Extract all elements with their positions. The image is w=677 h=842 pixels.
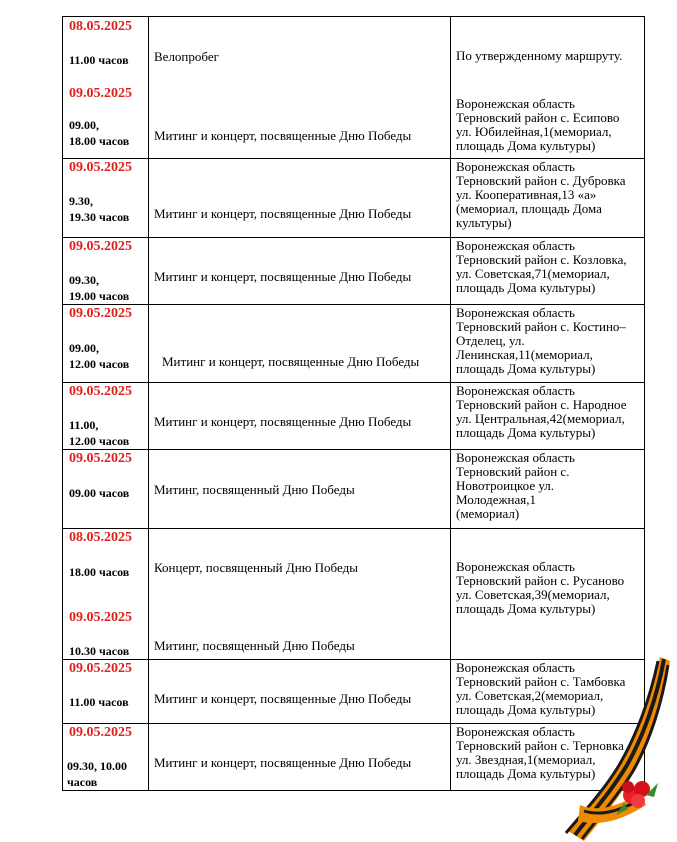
place-text: По утвержденному маршруту. xyxy=(456,48,623,63)
table-row xyxy=(63,383,645,450)
date: 09.05.2025 xyxy=(69,610,132,625)
event-name: Митинг и концерт, посвященные Дню Победы xyxy=(162,354,420,369)
place-line: Воронежская область xyxy=(456,559,575,574)
place-line: Терновский район с. Народное xyxy=(456,397,627,412)
event-cell xyxy=(149,305,451,383)
event-cell xyxy=(149,660,451,724)
table-row xyxy=(63,450,645,529)
place-line: Воронежская область xyxy=(456,724,575,739)
date: 09.05.2025 xyxy=(69,306,132,321)
place-text xyxy=(456,160,642,230)
place-line: Молодежная,1 xyxy=(456,492,536,507)
date-cell xyxy=(63,238,149,305)
time: 09.00, xyxy=(69,341,99,355)
place-line: ул. Советская,71(мемориал, xyxy=(456,266,610,281)
time: 09.00, xyxy=(69,118,99,132)
event-cell xyxy=(149,450,451,529)
time: 09.30, 10.00 xyxy=(67,759,127,773)
date-cell xyxy=(63,17,149,159)
date: 09.05.2025 xyxy=(69,86,132,101)
date: 09.05.2025 xyxy=(69,725,132,740)
place-cell xyxy=(451,305,645,383)
place-cell xyxy=(451,159,645,238)
place-line: культуры) xyxy=(456,215,512,230)
place-line: площадь Дома культуры) xyxy=(456,601,596,616)
place-line: Воронежская область xyxy=(456,450,575,465)
place-text xyxy=(456,451,642,521)
time: часов xyxy=(67,775,98,789)
time: 11.00 часов xyxy=(69,53,129,67)
place-cell xyxy=(451,238,645,305)
date: 08.05.2025 xyxy=(69,530,132,545)
event-name: Митинг и концерт, посвященные Дню Победы xyxy=(154,414,412,429)
date: 09.05.2025 xyxy=(69,451,132,466)
st-george-ribbon-icon xyxy=(560,655,677,842)
place-line: Терновский район с. Есипово xyxy=(456,110,620,125)
time: 9.30, xyxy=(69,194,93,208)
place-text xyxy=(456,384,642,440)
time: 12.00 часов xyxy=(69,357,130,371)
date: 09.05.2025 xyxy=(69,160,132,175)
event-name: Митинг, посвященный Дню Победы xyxy=(154,638,355,653)
place-line: (мемориал, площадь Дома xyxy=(456,201,602,216)
place-line: Терновский район с. Русаново xyxy=(456,573,625,588)
place-line: ул. Советская,39(мемориал, xyxy=(456,587,610,602)
table-row xyxy=(63,159,645,238)
place-line: Терновский район с. Костино– xyxy=(456,319,626,334)
place-line: Новотроицкое ул. xyxy=(456,478,555,493)
table-row xyxy=(63,724,645,791)
date: 09.05.2025 xyxy=(69,239,132,254)
place-line: Воронежская область xyxy=(456,159,575,174)
event-name: Митинг и концерт, посвященные Дню Победы xyxy=(154,691,412,706)
place-line: площадь Дома культуры) xyxy=(456,361,596,376)
date-cell xyxy=(63,660,149,724)
time: 18.00 часов xyxy=(69,134,130,148)
place-line: ул. Советская,2(мемориал, xyxy=(456,688,604,703)
date-cell xyxy=(63,724,149,791)
place-line: ул. Центральная,42(мемориал, xyxy=(456,411,625,426)
time: 10.30 часов xyxy=(69,644,130,658)
place-line: Терновский район с. Козловка, xyxy=(456,252,627,267)
date: 08.05.2025 xyxy=(69,19,132,34)
place-line: Воронежская область xyxy=(456,238,575,253)
place-line: Ленинская,11(мемориал, xyxy=(456,347,593,362)
time: 19.00 часов xyxy=(69,289,130,303)
place-text xyxy=(456,239,642,295)
place-line: Воронежская область xyxy=(456,383,575,398)
place-line: площадь Дома культуры) xyxy=(456,766,596,781)
place-text xyxy=(456,97,642,153)
table-row xyxy=(63,17,645,159)
place-line: Воронежская область xyxy=(456,660,575,675)
place-line: Терновский район с. Тамбовка xyxy=(456,674,626,689)
place-cell xyxy=(451,529,645,660)
event-name: Митинг и концерт, посвященные Дню Победы xyxy=(154,269,412,284)
place-line: Терновский район с. xyxy=(456,464,570,479)
place-line: ул. Звездная,1(мемориал, xyxy=(456,752,596,767)
time: 09.30, xyxy=(69,273,99,287)
event-cell xyxy=(149,238,451,305)
time: 19.30 часов xyxy=(69,210,130,224)
date: 09.05.2025 xyxy=(69,661,132,676)
time: 11.00, xyxy=(69,418,99,432)
event-name: Митинг, посвященный Дню Победы xyxy=(154,482,355,497)
place-line: Воронежская область xyxy=(456,305,575,320)
place-line: Терновский район с. Терновка xyxy=(456,738,624,753)
event-name: Митинг и концерт, посвященные Дню Победы xyxy=(154,206,412,221)
date: 09.05.2025 xyxy=(69,384,132,399)
date-cell xyxy=(63,529,149,660)
date-cell xyxy=(63,305,149,383)
place-line: площадь Дома культуры) xyxy=(456,280,596,295)
event-cell xyxy=(149,529,451,660)
date-cell xyxy=(63,383,149,450)
table-row xyxy=(63,238,645,305)
event-name: Велопробег xyxy=(154,49,219,64)
place-cell xyxy=(451,450,645,529)
time: 11.00 часов xyxy=(69,695,129,709)
event-name: Митинг и концерт, посвященные Дню Победы xyxy=(154,128,412,143)
time: 18.00 часов xyxy=(69,565,130,579)
place-line: Отделец, ул. xyxy=(456,333,525,348)
place-line: ул. Юбилейная,1(мемориал, xyxy=(456,124,612,139)
event-schedule-table xyxy=(62,16,645,791)
event-cell xyxy=(149,17,451,159)
table-row xyxy=(63,660,645,724)
place-line: площадь Дома культуры) xyxy=(456,425,596,440)
place-line: площадь Дома культуры) xyxy=(456,138,596,153)
place-line: Воронежская область xyxy=(456,96,575,111)
date-cell xyxy=(63,450,149,529)
time: 09.00 часов xyxy=(69,486,130,500)
event-name: Митинг и концерт, посвященные Дню Победы xyxy=(154,755,412,770)
place-line: (мемориал) xyxy=(456,506,520,521)
event-cell xyxy=(149,159,451,238)
event-name: Концерт, посвященный Дню Победы xyxy=(154,560,358,575)
place-text xyxy=(456,306,642,376)
table-row xyxy=(63,529,645,660)
place-text xyxy=(456,560,642,616)
date-cell xyxy=(63,159,149,238)
place-cell xyxy=(451,383,645,450)
place-cell xyxy=(451,17,645,159)
event-cell xyxy=(149,383,451,450)
time: 12.00 часов xyxy=(69,434,130,448)
place-line: площадь Дома культуры) xyxy=(456,702,596,717)
place-line: Терновский район с. Дубровка xyxy=(456,173,626,188)
place-line: ул. Кооперативная,13 «а» xyxy=(456,187,597,202)
table-row xyxy=(63,305,645,383)
event-cell xyxy=(149,724,451,791)
